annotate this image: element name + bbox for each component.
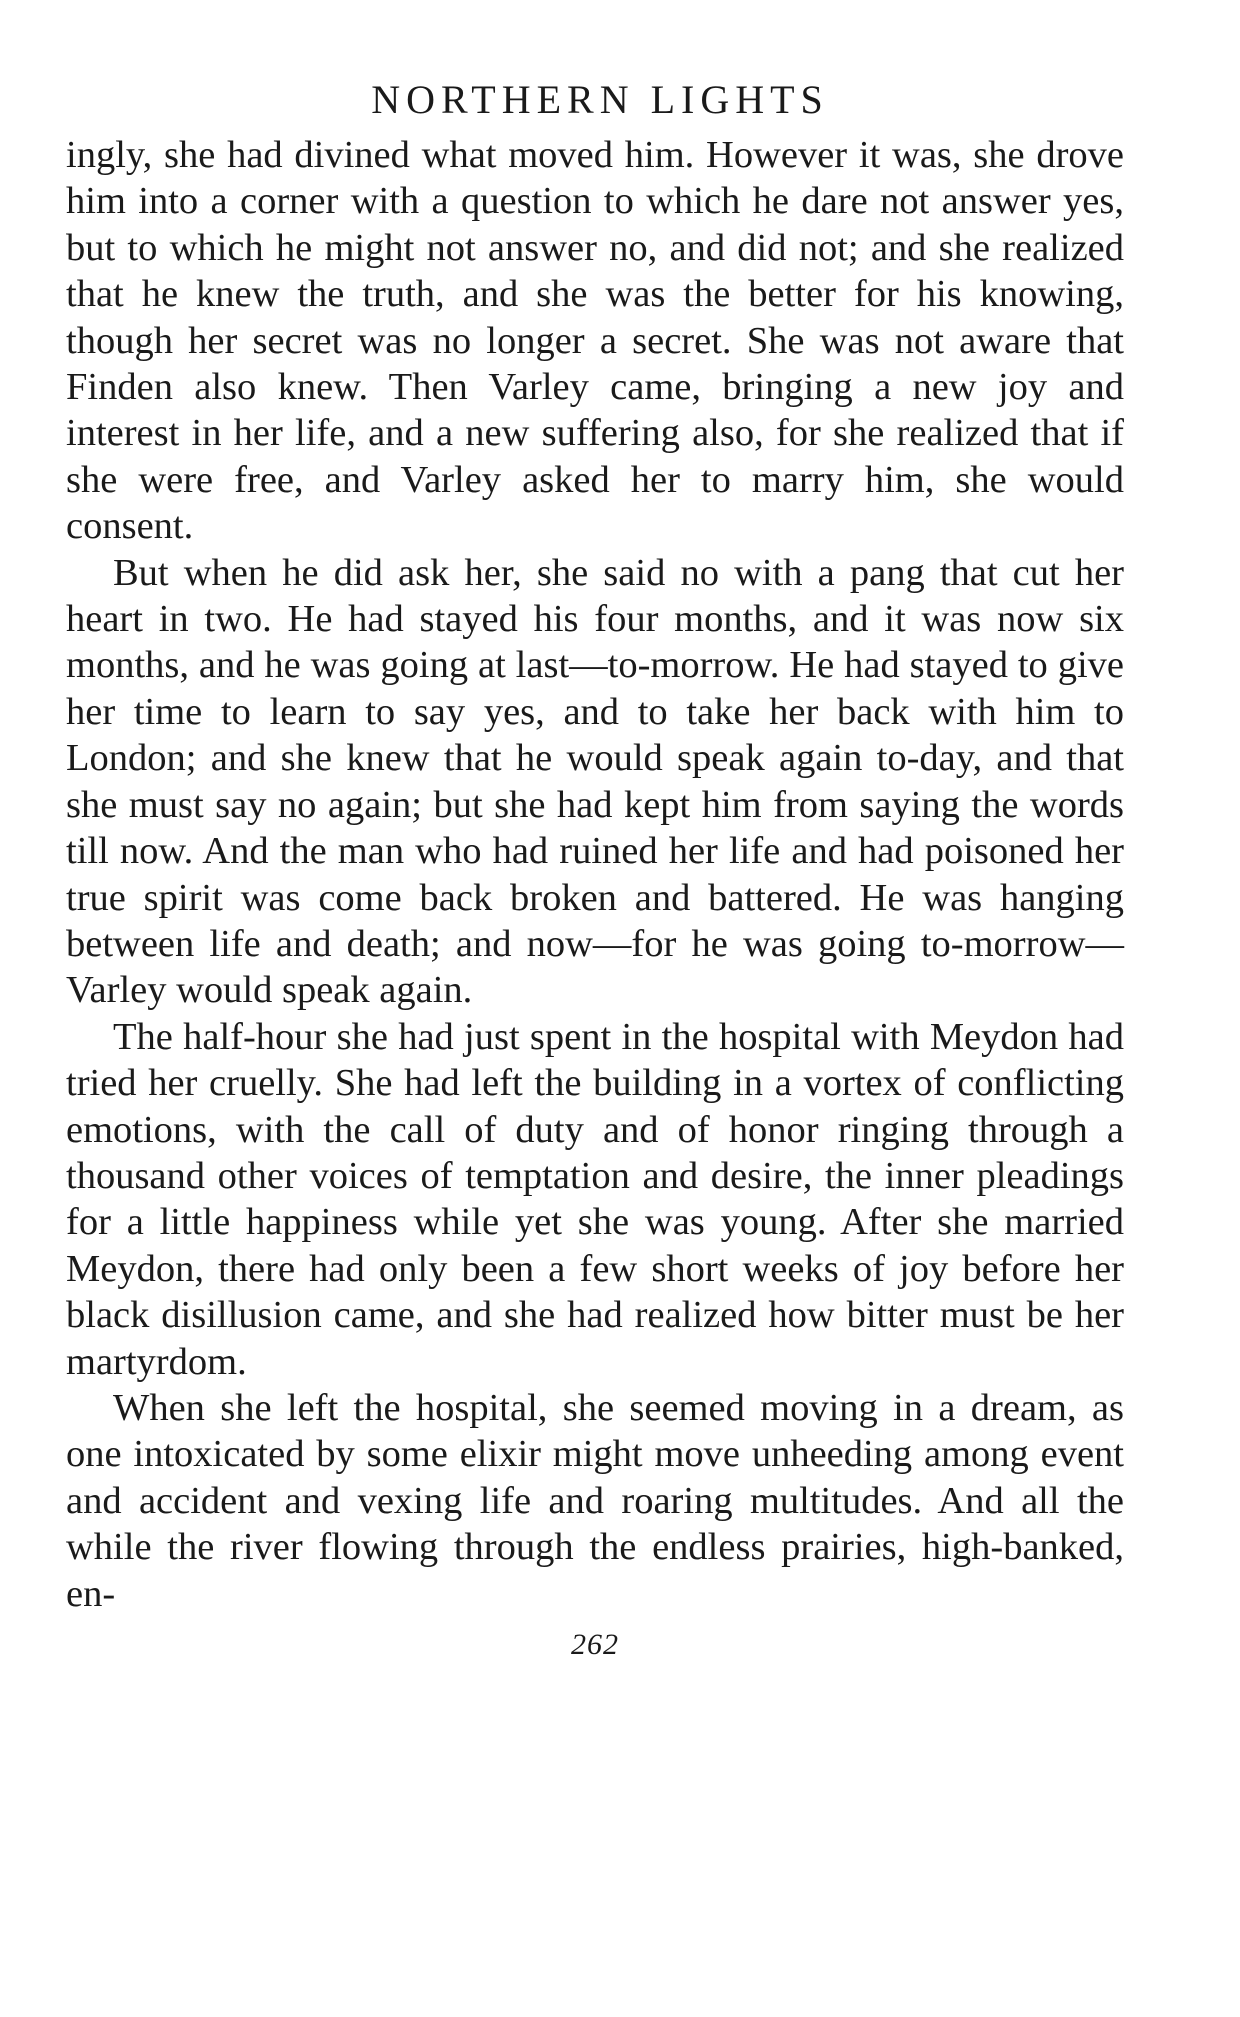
- paragraph-2: But when he did ask her, she said no with a pang that cut her heart in two. He had stayed his four months, and it was now six months, and he was going at last—to-morrow. He had stayed to give her time to learn to say yes, and to take her back with him to London; and she knew that he would speak again to-day, and that she must say no again; but she had kept him from saying the words till now. And the man who had ruined her life and had poisoned her true spirit was come back broken and battered. He was hanging between life and death; and now—for he was going to-morrow—Varley would speak again.: [66, 551, 1124, 1012]
- paragraph-3: The half-hour she had just spent in the hospital with Meydon had tried her cruelly. She had left the building in a vortex of conflicting emotions, with the call of duty and of honor ringing through a thousand other voices of temptation and desire, the inner pleadings for a little happiness while yet she was young. After she married Meydon, there had only been a few short weeks of joy before her black disillusion came, and she had realized how bitter must be her martyrdom.: [66, 1015, 1124, 1383]
- page-number: 262: [571, 1628, 619, 1661]
- body-text: [66, 132, 1124, 1617]
- paragraph-1: ingly, she had divined what moved him. However it was, she drove him into a corner with a question to which he dare not answer yes, but to which he might not answer no, and did not; and she realized that he knew the truth, and she was the better for his knowing, though her secret was no longer a secret. She was not aware that Finden also knew. Then Varley came, bringing a new joy and interest in her life, and a new suffering also, for she realized that if she were free, and Varley asked her to marry him, she would consent.: [66, 134, 1124, 548]
- running-head: NORTHERN LIGHTS: [371, 77, 829, 122]
- book-page: [66, 70, 1124, 1665]
- paragraph-4: When she left the hospital, she seemed moving in a dream, as one intoxicated by some elixir might move unheeding among event and accident and vexing life and roaring multitudes. And all the while the river flowing through the endless prairies, high-banked, en-: [66, 1386, 1124, 1615]
